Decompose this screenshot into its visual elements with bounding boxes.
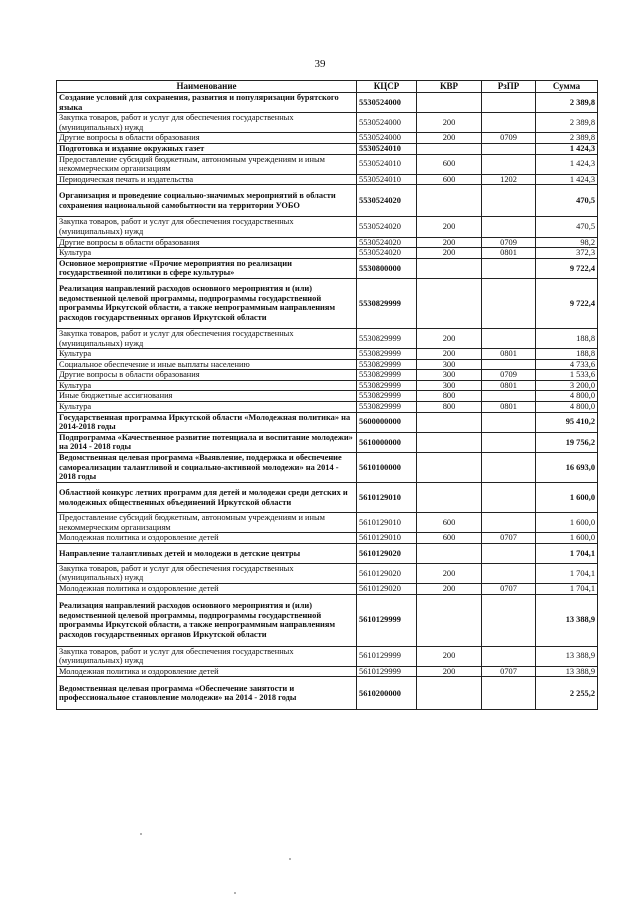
table-row <box>57 185 598 217</box>
cell-rzpr <box>482 113 536 133</box>
cell-kvr <box>417 453 482 483</box>
cell-sum: 470,5 <box>536 217 598 237</box>
cell-kvr: 600 <box>417 174 482 185</box>
cell-kvr: 300 <box>417 370 482 381</box>
cell-kvr: 200 <box>417 646 482 666</box>
cell-code: 5530800000 <box>357 258 417 278</box>
table-row <box>57 402 598 413</box>
cell-code: 5610129999 <box>357 646 417 666</box>
cell-name: Другие вопросы в области образования <box>57 133 357 144</box>
table-row <box>57 349 598 360</box>
cell-rzpr: 0801 <box>482 402 536 413</box>
cell-sum: 1 704,1 <box>536 584 598 595</box>
cell-kvr: 600 <box>417 154 482 174</box>
cell-kvr: 200 <box>417 248 482 259</box>
table-row <box>57 533 598 544</box>
cell-kvr <box>417 185 482 217</box>
cell-kvr <box>417 543 482 563</box>
cell-sum: 1 600,0 <box>536 513 598 533</box>
cell-name: Подпрограмма «Качественное развитие потенциала и воспитание молодежи» на 2014 - 2018 годы <box>57 432 357 452</box>
table-row <box>57 113 598 133</box>
table-row <box>57 237 598 248</box>
table-row <box>57 666 598 677</box>
cell-name: Основное мероприятие «Прочие мероприятия по реализации государственной политики в сфере культуры» <box>57 258 357 278</box>
cell-sum: 3 200,0 <box>536 380 598 391</box>
cell-kvr: 200 <box>417 666 482 677</box>
cell-name: Предоставление субсидий бюджетным, автономным учреждениям и иным некоммерческим организациям <box>57 513 357 533</box>
cell-kvr <box>417 677 482 710</box>
cell-name: Областной конкурс летних программ для детей и молодежи среди детских и молодежных общественных объединений Иркутской области <box>57 483 357 513</box>
cell-sum: 19 756,2 <box>536 432 598 452</box>
cell-sum: 2 389,8 <box>536 113 598 133</box>
table-row <box>57 543 598 563</box>
cell-code: 5530524000 <box>357 133 417 144</box>
cell-code: 5530524000 <box>357 113 417 133</box>
column-header-kvr: КВР <box>417 81 482 93</box>
cell-code: 5610129010 <box>357 533 417 544</box>
cell-rzpr <box>482 217 536 237</box>
table-row <box>57 594 598 646</box>
cell-kvr: 200 <box>417 563 482 583</box>
cell-name: Закупка товаров, работ и услуг для обеспечения государственных (муниципальных) нужд <box>57 563 357 583</box>
cell-name: Периодическая печать и издательства <box>57 174 357 185</box>
table-row <box>57 217 598 237</box>
table-row <box>57 584 598 595</box>
table-row <box>57 328 598 348</box>
cell-code: 5530524010 <box>357 174 417 185</box>
table-row <box>57 370 598 381</box>
cell-kvr <box>417 278 482 328</box>
table-row <box>57 93 598 113</box>
cell-rzpr <box>482 185 536 217</box>
cell-rzpr: 0801 <box>482 380 536 391</box>
cell-kvr: 200 <box>417 237 482 248</box>
cell-kvr: 800 <box>417 391 482 402</box>
cell-name: Закупка товаров, работ и услуг для обеспечения государственных (муниципальных) нужд <box>57 217 357 237</box>
cell-name: Предоставление субсидий бюджетным, автономным учреждениям и иным некоммерческим организациям <box>57 154 357 174</box>
cell-kvr: 600 <box>417 533 482 544</box>
cell-sum: 1 424,3 <box>536 154 598 174</box>
cell-code: 5530829999 <box>357 328 417 348</box>
cell-sum: 9 722,4 <box>536 278 598 328</box>
cell-code: 5530524020 <box>357 217 417 237</box>
cell-rzpr <box>482 328 536 348</box>
cell-rzpr: 0707 <box>482 584 536 595</box>
cell-kvr <box>417 594 482 646</box>
cell-rzpr: 0801 <box>482 349 536 360</box>
table-row <box>57 391 598 402</box>
table-row <box>57 143 598 154</box>
cell-kvr <box>417 432 482 452</box>
cell-kvr: 200 <box>417 113 482 133</box>
cell-kvr: 600 <box>417 513 482 533</box>
cell-code: 5610000000 <box>357 432 417 452</box>
cell-kvr: 200 <box>417 133 482 144</box>
cell-name: Молодежная политика и оздоровление детей <box>57 584 357 595</box>
cell-rzpr <box>482 93 536 113</box>
cell-name: Государственная программа Иркутской области «Молодежная политика» на 2014-2018 годы <box>57 412 357 432</box>
cell-code: 5530524020 <box>357 185 417 217</box>
cell-rzpr <box>482 278 536 328</box>
page-number: 39 <box>314 58 326 70</box>
cell-rzpr <box>482 412 536 432</box>
cell-name: Культура <box>57 380 357 391</box>
cell-rzpr <box>482 453 536 483</box>
table-row <box>57 154 598 174</box>
cell-rzpr <box>482 563 536 583</box>
cell-code: 5530829999 <box>357 380 417 391</box>
cell-name: Социальное обеспечение и иные выплаты населению <box>57 359 357 370</box>
cell-rzpr: 0709 <box>482 237 536 248</box>
cell-name: Закупка товаров, работ и услуг для обеспечения государственных (муниципальных) нужд <box>57 646 357 666</box>
cell-sum: 13 388,9 <box>536 666 598 677</box>
cell-rzpr <box>482 594 536 646</box>
cell-sum: 2 255,2 <box>536 677 598 710</box>
cell-rzpr <box>482 646 536 666</box>
cell-code: 5530524020 <box>357 248 417 259</box>
cell-code: 5610129010 <box>357 483 417 513</box>
table-row <box>57 258 598 278</box>
table-row <box>57 563 598 583</box>
cell-name: Закупка товаров, работ и услуг для обеспечения государственных (муниципальных) нужд <box>57 113 357 133</box>
cell-name: Молодежная политика и оздоровление детей <box>57 533 357 544</box>
table-row <box>57 432 598 452</box>
cell-code: 5530524000 <box>357 93 417 113</box>
table-row <box>57 412 598 432</box>
cell-name: Подготовка и издание окружных газет <box>57 143 357 154</box>
cell-sum: 98,2 <box>536 237 598 248</box>
cell-rzpr: 0707 <box>482 533 536 544</box>
cell-sum: 1 600,0 <box>536 483 598 513</box>
cell-sum: 1 600,0 <box>536 533 598 544</box>
table-row <box>57 278 598 328</box>
cell-rzpr: 0801 <box>482 248 536 259</box>
cell-code: 5610129999 <box>357 666 417 677</box>
cell-sum: 188,8 <box>536 328 598 348</box>
cell-rzpr <box>482 432 536 452</box>
table-row <box>57 380 598 391</box>
cell-name: Реализация направлений расходов основного мероприятия и (или) ведомственной целевой программы, подпрограммы государственной программы Иркутской области, а также непрограммным направлениям расходов государственных органов Иркутской области <box>57 278 357 328</box>
cell-code: 5530829999 <box>357 278 417 328</box>
cell-code: 5530829999 <box>357 359 417 370</box>
cell-sum: 16 693,0 <box>536 453 598 483</box>
cell-name: Культура <box>57 402 357 413</box>
cell-name: Закупка товаров, работ и услуг для обеспечения государственных (муниципальных) нужд <box>57 328 357 348</box>
column-header-name: Наименование <box>57 81 357 93</box>
cell-kvr: 200 <box>417 217 482 237</box>
cell-name: Другие вопросы в области образования <box>57 237 357 248</box>
cell-code: 5530524010 <box>357 143 417 154</box>
scan-speck <box>289 858 291 860</box>
table-row <box>57 359 598 370</box>
column-header-rzpr: РзПР <box>482 81 536 93</box>
cell-sum: 13 388,9 <box>536 594 598 646</box>
cell-name: Ведомственная целевая программа «Выявление, поддержка и обеспечение самореализации талантливой и социально-активной молодежи» на 2014 - 2018 годы <box>57 453 357 483</box>
cell-code: 5610129020 <box>357 563 417 583</box>
scan-speck <box>234 892 236 894</box>
table-row <box>57 513 598 533</box>
cell-rzpr <box>482 391 536 402</box>
cell-rzpr <box>482 483 536 513</box>
cell-code: 5610129999 <box>357 594 417 646</box>
cell-name: Другие вопросы в области образования <box>57 370 357 381</box>
cell-sum: 2 389,8 <box>536 93 598 113</box>
cell-kvr <box>417 143 482 154</box>
cell-kvr <box>417 412 482 432</box>
cell-name: Культура <box>57 349 357 360</box>
cell-name: Иные бюджетные ассигнования <box>57 391 357 402</box>
cell-sum: 1 704,1 <box>536 563 598 583</box>
scan-speck <box>140 833 142 835</box>
cell-sum: 1 424,3 <box>536 174 598 185</box>
cell-name: Реализация направлений расходов основного мероприятия и (или) ведомственной целевой программы, подпрограммы государственной программы Иркутской области, а также непрограммным направлениям расходов государственных органов Иркутской области <box>57 594 357 646</box>
cell-kvr <box>417 483 482 513</box>
cell-sum: 13 388,9 <box>536 646 598 666</box>
cell-rzpr: 0707 <box>482 666 536 677</box>
cell-kvr: 300 <box>417 359 482 370</box>
cell-sum: 95 410,2 <box>536 412 598 432</box>
table-row <box>57 646 598 666</box>
cell-sum: 188,8 <box>536 349 598 360</box>
cell-sum: 1 704,1 <box>536 543 598 563</box>
cell-sum: 1 424,3 <box>536 143 598 154</box>
column-header-sum: Сумма <box>536 81 598 93</box>
cell-name: Ведомственная целевая программа «Обеспечение занятости и профессиональное становление молодежи» на 2014 - 2018 годы <box>57 677 357 710</box>
cell-name: Создание условий для сохранения, развития и популяризации бурятского языка <box>57 93 357 113</box>
cell-sum: 470,5 <box>536 185 598 217</box>
cell-kvr <box>417 258 482 278</box>
cell-rzpr <box>482 258 536 278</box>
cell-sum: 2 389,8 <box>536 133 598 144</box>
cell-code: 5530829999 <box>357 349 417 360</box>
cell-code: 5530829999 <box>357 402 417 413</box>
table-body <box>57 93 598 710</box>
cell-rzpr: 0709 <box>482 133 536 144</box>
cell-sum: 4 800,0 <box>536 402 598 413</box>
cell-rzpr: 1202 <box>482 174 536 185</box>
cell-name: Направление талантливых детей и молодежи в детские центры <box>57 543 357 563</box>
cell-code: 5530829999 <box>357 391 417 402</box>
cell-code: 5600000000 <box>357 412 417 432</box>
table-header-row <box>57 81 598 93</box>
cell-kvr: 200 <box>417 328 482 348</box>
cell-kvr: 300 <box>417 380 482 391</box>
cell-name: Культура <box>57 248 357 259</box>
cell-code: 5610100000 <box>357 453 417 483</box>
cell-sum: 4 733,6 <box>536 359 598 370</box>
cell-code: 5610129020 <box>357 543 417 563</box>
cell-kvr: 200 <box>417 349 482 360</box>
table-row <box>57 677 598 710</box>
cell-code: 5610129020 <box>357 584 417 595</box>
cell-sum: 1 533,6 <box>536 370 598 381</box>
cell-kvr: 200 <box>417 584 482 595</box>
cell-name: Молодежная политика и оздоровление детей <box>57 666 357 677</box>
cell-rzpr <box>482 143 536 154</box>
budget-table <box>56 80 598 710</box>
cell-rzpr <box>482 359 536 370</box>
cell-kvr <box>417 93 482 113</box>
table-row <box>57 248 598 259</box>
column-header-code: КЦСР <box>357 81 417 93</box>
cell-kvr: 800 <box>417 402 482 413</box>
table-row <box>57 133 598 144</box>
cell-name: Организация и проведение социально-значимых мероприятий в области сохранения национальной самобытности на территории УОБО <box>57 185 357 217</box>
cell-code: 5610200000 <box>357 677 417 710</box>
cell-code: 5530524020 <box>357 237 417 248</box>
cell-sum: 372,3 <box>536 248 598 259</box>
cell-rzpr: 0709 <box>482 370 536 381</box>
cell-rzpr <box>482 543 536 563</box>
table-row <box>57 483 598 513</box>
cell-code: 5530829999 <box>357 370 417 381</box>
table-row <box>57 453 598 483</box>
cell-rzpr <box>482 154 536 174</box>
cell-code: 5530524010 <box>357 154 417 174</box>
cell-code: 5610129010 <box>357 513 417 533</box>
cell-rzpr <box>482 513 536 533</box>
cell-sum: 9 722,4 <box>536 258 598 278</box>
cell-sum: 4 800,0 <box>536 391 598 402</box>
table-row <box>57 174 598 185</box>
cell-rzpr <box>482 677 536 710</box>
